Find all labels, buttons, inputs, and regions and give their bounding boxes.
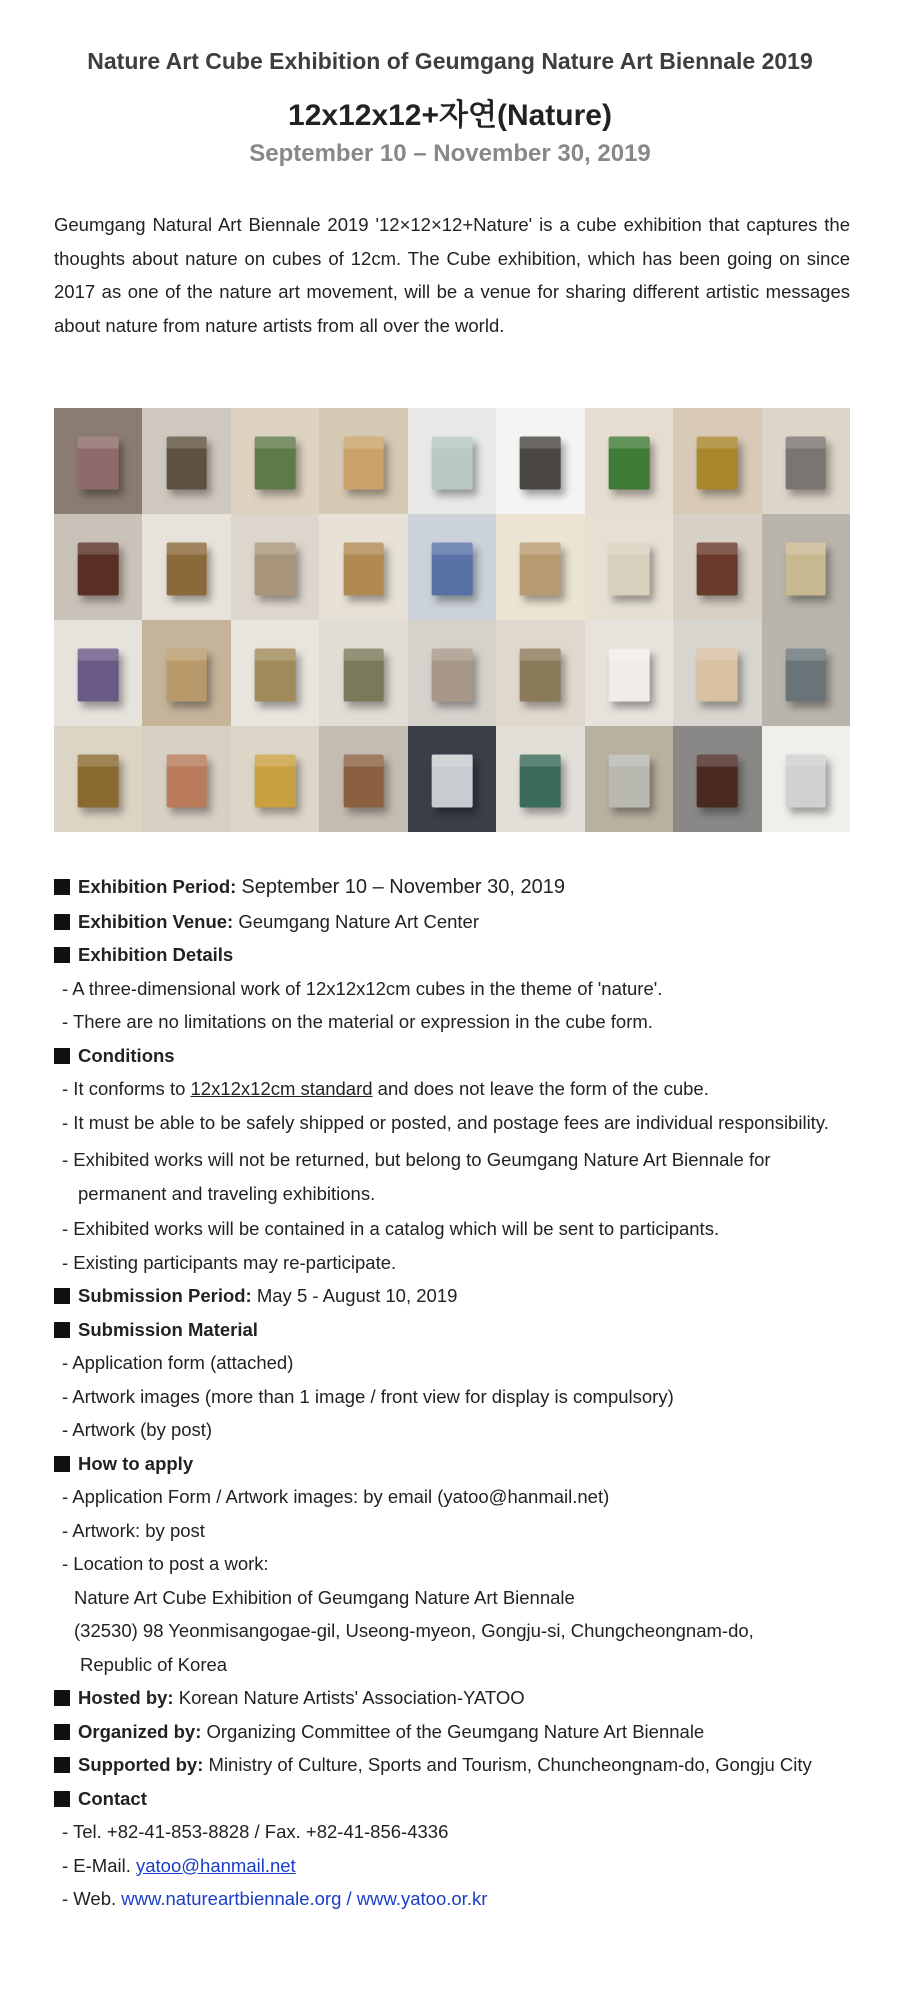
bullet-square-icon [54,1690,70,1706]
cube-artwork-image [408,514,496,620]
exhibition-info [54,870,850,1916]
material-item: - Artwork (by post) [62,1419,213,1440]
cube-artwork [785,437,826,490]
cube-artwork-image [142,514,230,620]
bullet-square-icon [54,1048,70,1064]
cube-artwork [343,543,384,596]
contact-email-row [54,1849,850,1883]
cube-artwork-image [319,514,407,620]
cube-artwork-image [142,408,230,514]
bullet-square-icon [54,1757,70,1773]
cube-artwork-image [231,514,319,620]
supported-value: Ministry of Culture, Sports and Tourism, Chuncheongnam-do, Gongju City [208,1754,812,1775]
cube-gallery [54,408,850,832]
contact-label: Contact [78,1787,147,1809]
standard-underline: 12x12x12cm standard [190,1078,373,1099]
bullet-square-icon [54,1724,70,1740]
cube-artwork [609,543,650,596]
cube-artwork-image [585,726,673,832]
material-item: - Application form (attached) [62,1352,294,1373]
cube-artwork-image [142,620,230,726]
cube-artwork-image [496,620,584,726]
bullet-square-icon [54,1791,70,1807]
submission-period-row [54,1279,850,1313]
cube-artwork-image [762,620,850,726]
cube-artwork [520,649,561,702]
hosted-value: Korean Nature Artists' Association-YATOO [178,1687,525,1708]
apply-item: - Location to post a work: [62,1553,269,1574]
material-item: - Artwork images (more than 1 image / front view for display is compulsory) [62,1385,674,1407]
cube-artwork [785,543,826,596]
apply-item: - Artwork: by post [62,1519,205,1541]
organized-label: Organized by: [78,1720,202,1742]
cube-artwork [785,649,826,702]
venue-row [54,905,850,939]
details-item: - There are no limitations on the material or expression in the cube form. [62,1011,653,1032]
cube-artwork [343,755,384,808]
email-link[interactable]: yatoo@hanmail.net [136,1854,296,1876]
apply-row [54,1447,850,1481]
intro-paragraph: Geumgang Natural Art Biennale 2019 '12×12×12+Nature' is a cube exhibition that captures the thoughts about nature on cubes of 12cm. The Cube exhibition, which has been going on since 2017 as one of the nature art movement, will be a venue for sharing different artistic messages about nature from nature artists from all over the world. [54,214,850,336]
apply-label: How to apply [78,1452,194,1474]
cube-artwork [78,649,119,702]
supported-label: Supported by: [78,1754,204,1775]
submission-period-value: May 5 - August 10, 2019 [256,1285,458,1306]
bullet-square-icon [54,1322,70,1338]
cube-artwork-image [585,514,673,620]
cube-artwork [432,437,473,490]
cube-artwork [697,543,738,596]
cube-artwork [343,437,384,490]
cube-artwork [520,543,561,596]
cube-artwork-image [54,726,142,832]
cube-artwork [255,437,296,490]
web-link[interactable]: www.natureartbiennale.org / www.yatoo.or.kr [121,1888,488,1909]
cube-artwork [166,755,207,808]
cube-artwork [255,755,296,808]
contact-row [54,1782,850,1816]
condition-text: and does not leave the form of the cube. [372,1078,709,1099]
cube-artwork [166,437,207,490]
cube-artwork-image [54,514,142,620]
cube-artwork-image [673,408,761,514]
details-row [54,938,850,972]
cube-artwork-image [319,726,407,832]
cube-artwork [343,649,384,702]
cube-artwork [78,755,119,808]
apply-item: - Application Form / Artwork images: by email (yatoo@hanmail.net) [62,1486,610,1507]
email-prefix: - E-Mail. [62,1854,136,1876]
cube-artwork [609,649,650,702]
cube-artwork [432,543,473,596]
condition-item: - It must be able to be safely shipped or posted, and postage fees are individual responsibility. [62,1111,829,1133]
cube-artwork-image [231,726,319,832]
cube-artwork [697,437,738,490]
venue-value: Geumgang Nature Art Center [238,910,479,932]
cube-artwork-image [231,408,319,514]
cube-artwork-image [319,408,407,514]
cube-artwork [432,649,473,702]
supported-row [54,1748,850,1782]
condition-item: - Exhibited works will be contained in a catalog which will be sent to participants. [62,1218,720,1239]
bullet-square-icon [54,914,70,930]
page-subtitle: 12x12x12+자연(Nature) [288,99,612,132]
condition-text: - It conforms to [62,1078,191,1099]
cube-artwork-image [231,620,319,726]
cube-artwork [697,649,738,702]
exhibition-dates: September 10 – November 30, 2019 [249,140,651,167]
cube-artwork [166,543,207,596]
cube-artwork [609,437,650,490]
cube-artwork-image [54,620,142,726]
page-title: Nature Art Cube Exhibition of Geumgang Nature Art Biennale 2019 [87,48,813,74]
cube-artwork-image [496,408,584,514]
cube-artwork-image [762,514,850,620]
period-value: September 10 – November 30, 2019 [241,876,565,898]
period-label: Exhibition Period: [78,876,237,897]
hosted-row [54,1681,850,1715]
web-prefix: - Web. [62,1888,122,1909]
submission-period-label: Submission Period: [78,1285,252,1306]
address-line: (32530) 98 Yeonmisangogae-gil, Useong-myeon, Gongju-si, Chungcheongnam-do, [74,1620,754,1641]
period-row [54,870,850,905]
bullet-square-icon [54,879,70,895]
condition-item [54,1072,850,1106]
cube-artwork [520,755,561,808]
cube-artwork-image [408,620,496,726]
cube-artwork-image [319,620,407,726]
cube-artwork [166,649,207,702]
cube-artwork-image [496,514,584,620]
conditions-label: Conditions [78,1044,175,1066]
details-item: - A three-dimensional work of 12x12x12cm cubes in the theme of 'nature'. [62,977,663,999]
organized-value: Organizing Committee of the Geumgang Nature Art Biennale [206,1720,705,1742]
cube-artwork-image [673,514,761,620]
cube-artwork-image [673,620,761,726]
cube-artwork-image [54,408,142,514]
cube-artwork-image [142,726,230,832]
organized-row [54,1715,850,1749]
address-line: Nature Art Cube Exhibition of Geumgang Nature Art Biennale [74,1586,575,1608]
cube-artwork-image [762,726,850,832]
cube-artwork [785,755,826,808]
cube-artwork [609,755,650,808]
cube-artwork-image [585,620,673,726]
conditions-row [54,1039,850,1073]
cube-artwork-image [408,408,496,514]
bullet-square-icon [54,1288,70,1304]
cube-artwork [697,755,738,808]
cube-artwork [520,437,561,490]
cube-artwork-image [673,726,761,832]
condition-item: - Existing participants may re-participate. [62,1251,397,1273]
cube-artwork-image [408,726,496,832]
cube-artwork-image [762,408,850,514]
condition-item: - Exhibited works will not be returned, but belong to Geumgang Nature Art Biennale for permanent and traveling exhibitions. [62,1149,771,1204]
material-label: Submission Material [78,1318,258,1340]
cube-artwork-image [585,408,673,514]
details-label: Exhibition Details [78,944,234,965]
bullet-square-icon [54,947,70,963]
cube-artwork [78,437,119,490]
cube-artwork [432,755,473,808]
material-row [54,1313,850,1347]
hosted-label: Hosted by: [78,1687,174,1708]
cube-artwork [255,543,296,596]
cube-artwork [78,543,119,596]
contact-tel: - Tel. +82-41-853-8828 / Fax. +82-41-856-4336 [62,1821,449,1842]
cube-artwork [255,649,296,702]
bullet-square-icon [54,1456,70,1472]
address-line: Republic of Korea [80,1653,228,1675]
contact-web-row [54,1882,850,1916]
venue-label: Exhibition Venue: [78,910,234,932]
cube-artwork-image [496,726,584,832]
